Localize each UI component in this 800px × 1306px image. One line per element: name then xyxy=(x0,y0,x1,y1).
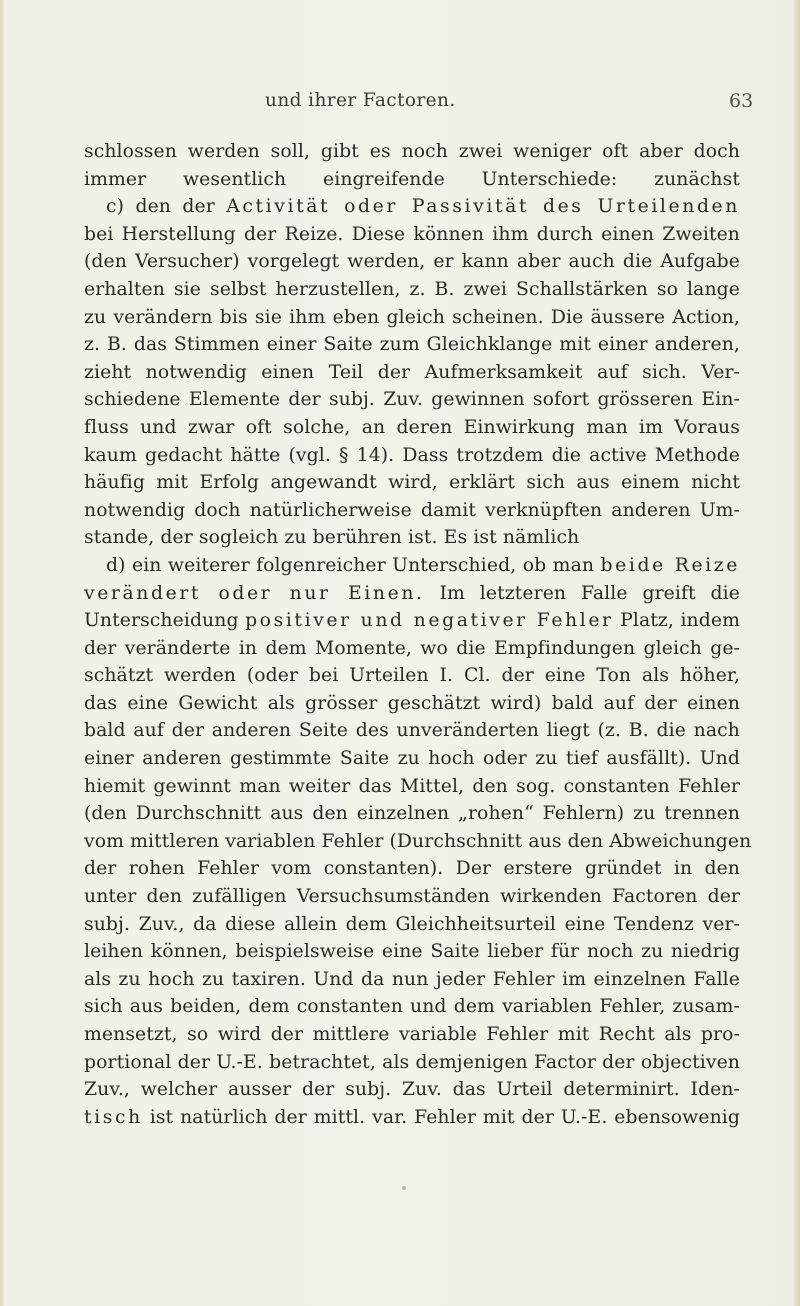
body-text xyxy=(84,138,752,1131)
text-line: d) ein weiterer folgenreicher Unterschied, ob man beide Reize xyxy=(106,554,740,576)
text-line: das eine Gewicht als grösser geschätzt wird) bald auf der einen xyxy=(84,692,740,714)
text-line: schiedene Elemente der subj. Zuv. gewinnen sofort grösseren Ein- xyxy=(84,389,740,411)
text-line: (den Durchschnitt aus den einzelnen „rohen“ Fehlern) zu trennen xyxy=(84,803,740,825)
page-header xyxy=(0,84,800,114)
text-line: tisch ist natürlich der mittl. var. Fehler mit der U.-E. ebensowenig xyxy=(84,1106,740,1128)
text-line: z. B. das Stimmen einer Saite zum Gleichklange mit einer anderen, xyxy=(84,334,740,356)
paper-speck xyxy=(402,1186,406,1190)
text-line: zieht notwendig einen Teil der Aufmerksamkeit auf sich. Ver- xyxy=(84,361,740,383)
text-line: bei Herstellung der Reize. Diese können ihm durch einen Zweiten xyxy=(84,223,740,245)
text-line: schlossen werden soll, gibt es noch zwei weniger oft aber doch xyxy=(84,141,740,162)
text-line: fluss und zwar oft solche, an deren Einwirkung man im Voraus xyxy=(84,416,740,438)
text-line: zu verändern bis sie ihm eben gleich scheinen. Die äussere Action, xyxy=(84,306,740,328)
spaced-emphasis: beide Reize xyxy=(600,554,740,576)
text-line: (den Versucher) vorgelegt werden, er kann aber auch die Aufgabe xyxy=(84,251,740,273)
text-line: erhalten sie selbst herzustellen, z. B. zwei Schallstärken so lange xyxy=(84,278,740,300)
spaced-emphasis: verändert oder nur Einen. xyxy=(84,582,425,604)
page-number: 63 xyxy=(729,90,754,112)
spaced-emphasis: Activität oder Passivität des Urteilenden xyxy=(226,196,740,218)
text-line: portional der U.-E. betrachtet, als demjenigen Factor der objectiven xyxy=(84,1051,740,1073)
text-line: Unterscheidung positiver und negativer Fehler Platz, indem xyxy=(84,610,740,632)
text-line: Zuv., welcher ausser der subj. Zuv. das Urteil determinirt. Iden- xyxy=(84,1079,740,1101)
page-right-edge xyxy=(794,0,800,1306)
text-line: c) den der Activität oder Passivität des Urteilenden xyxy=(106,196,740,218)
text-line: bald auf der anderen Seite des unveränderten liegt (z. B. die nach xyxy=(84,720,740,742)
text-line: häufig mit Erfolg angewandt wird, erklärt sich aus einem nicht xyxy=(84,472,740,494)
text-line: mensetzt, so wird der mittlere variable Fehler mit Recht als pro- xyxy=(84,1024,740,1045)
text-line: der veränderte in dem Momente, wo die Empfindungen gleich ge- xyxy=(84,637,740,659)
text-line: kaum gedacht hätte (vgl. § 14). Dass trotzdem die active Methode xyxy=(84,444,740,466)
text-line: stande, der sogleich zu berühren ist. Es ist nämlich xyxy=(84,527,580,549)
text-line: unter den zufälligen Versuchsumständen wirkenden Factoren der xyxy=(84,886,740,908)
text-line: immer wesentlich eingreifende Unterschiede: zunächst xyxy=(84,168,740,190)
text-line: hiemit gewinnt man weiter das Mittel, den sog. constanten Fehler xyxy=(84,775,740,797)
text-line: als zu hoch zu taxiren. Und da nun jeder Fehler im einzelnen Falle xyxy=(84,968,740,990)
text-line: subj. Zuv., da diese allein dem Gleichheitsurteil eine Tendenz ver- xyxy=(84,913,740,935)
text-line: sich aus beiden, dem constanten und dem variablen Fehler, zusam- xyxy=(84,996,740,1018)
running-head: und ihrer Factoren. xyxy=(265,90,456,111)
spaced-emphasis: tisch xyxy=(84,1106,143,1128)
text-line: leihen können, beispielsweise eine Saite lieber für noch zu niedrig xyxy=(84,941,740,963)
text-line: einer anderen gestimmte Saite zu hoch oder zu tief ausfällt). Und xyxy=(84,748,740,770)
text-line: notwendig doch natürlicherweise damit verknüpften anderen Um- xyxy=(84,499,740,521)
text-line: schätzt werden (oder bei Urteilen I. Cl. der eine Ton als höher, xyxy=(84,665,740,687)
spaced-emphasis: positiver und negativer Fehler xyxy=(245,610,614,632)
text-line: der rohen Fehler vom constanten). Der erstere gründet in den xyxy=(84,858,740,880)
text-line: vom mittleren variablen Fehler (Durchschnitt aus den Abweichungen xyxy=(84,830,752,852)
page-left-edge xyxy=(0,0,4,1306)
text-line: verändert oder nur Einen. Im letzteren Falle greift die xyxy=(84,582,740,604)
